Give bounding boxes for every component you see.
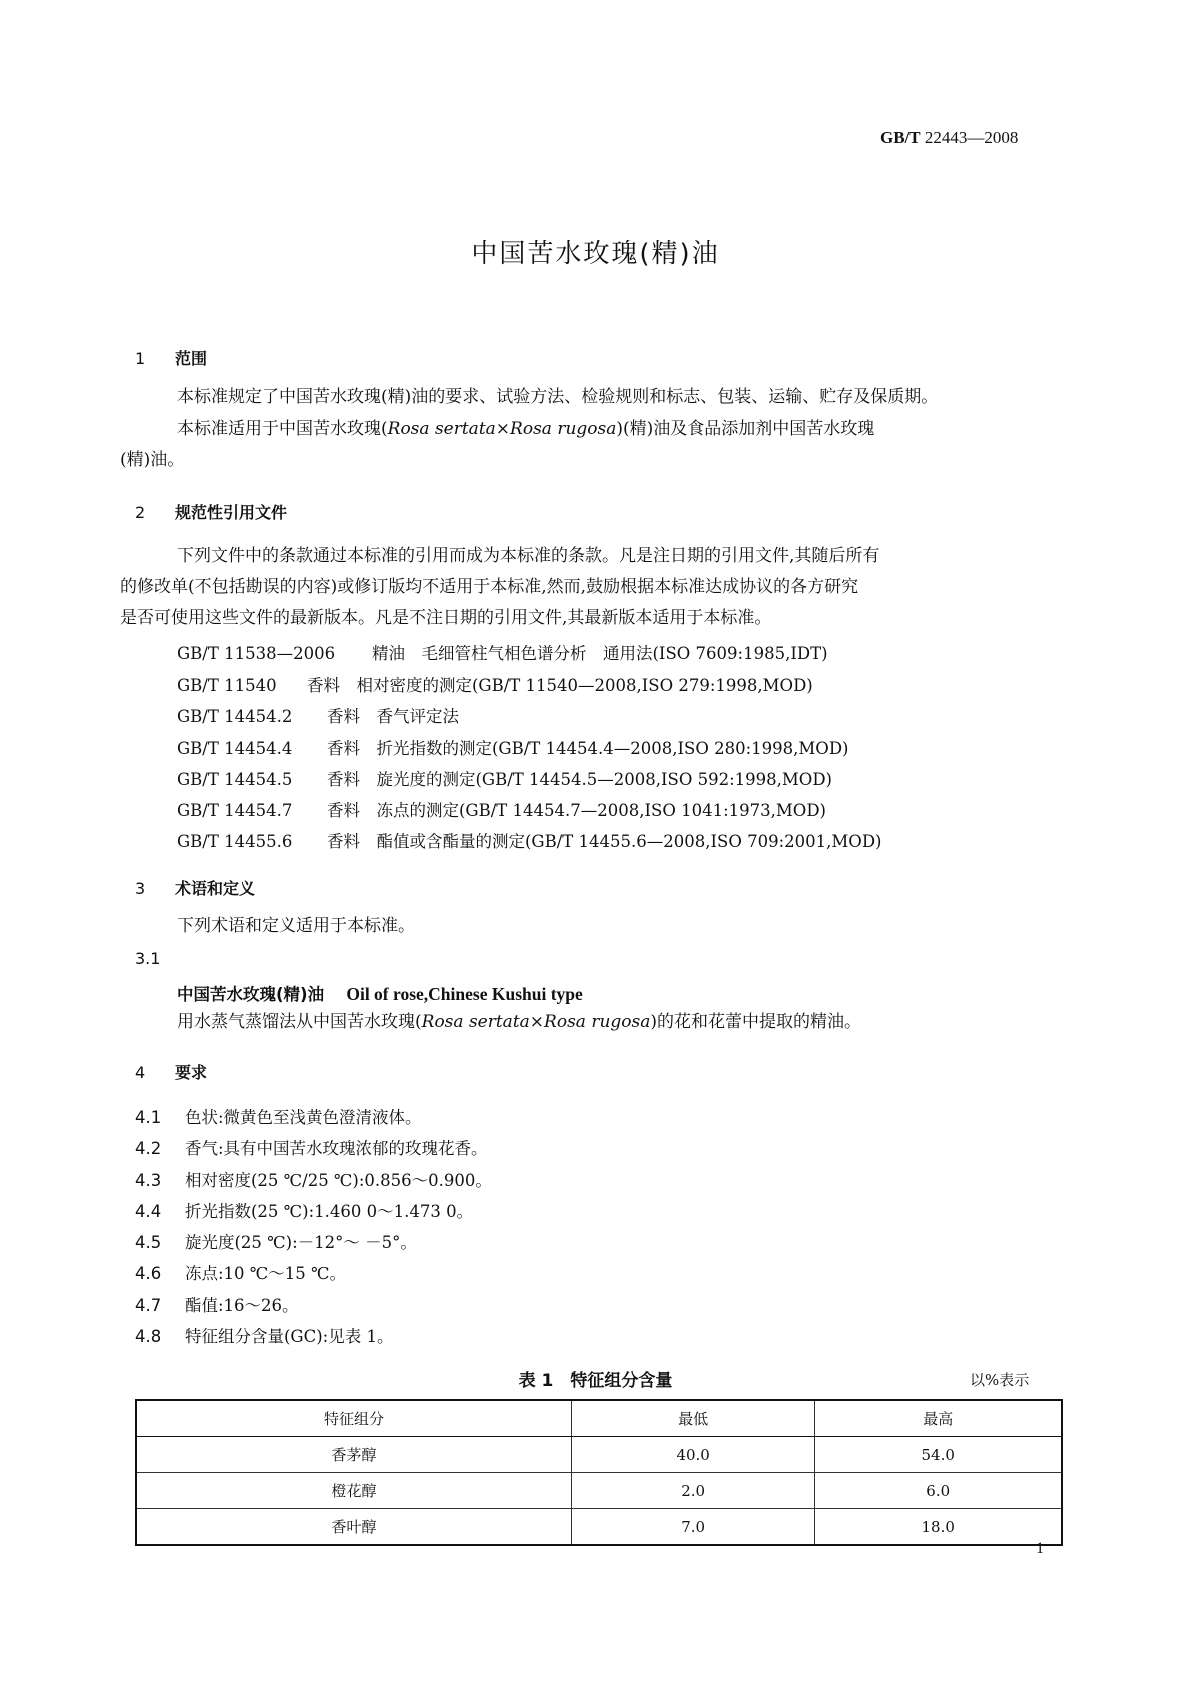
reference-title: 香料 旋光度的测定(GB/T 14454.5—2008,ISO 592:1998,MOD) [327,770,832,789]
table-header-row [136,1400,1062,1437]
latin-name: Rosa rugosa [544,1012,651,1032]
reference-code: GB/T 14454.4 [177,739,293,758]
standard-code-prefix: GB/T [880,128,921,147]
text-run: × [529,1012,545,1032]
item-text: 相对密度(25 ℃/25 ℃):0.856～0.900。 [185,1171,492,1190]
text-run: 用水蒸气蒸馏法从中国苦水玫瑰( [177,1012,422,1032]
table-header-cell: 最高 [815,1400,1062,1437]
normative-reference [177,640,828,664]
term-english: Oil of rose,Chinese Kushui type [346,984,583,1004]
normative-reference [177,766,832,790]
component-content-table [135,1399,1063,1546]
normative-reference [177,797,826,821]
table-unit-note: 以%表示 [970,1371,1030,1389]
normative-reference [177,703,459,727]
reference-title: 精油 毛细管柱气相色谱分析 通用法(ISO 7609:1985,IDT) [372,644,828,663]
item-number: 4.7 [135,1296,162,1315]
item-number: 4.1 [135,1108,162,1127]
table-cell: 7.0 [571,1509,815,1546]
section-4-heading [135,1060,207,1083]
reference-code: GB/T 14454.2 [177,707,293,726]
refs-intro-line-3: 是否可使用这些文件的最新版本。凡是不注日期的引用文件,其最新版本适用于本标准。 [120,608,772,628]
reference-title: 香料 冻点的测定(GB/T 14454.7—2008,ISO 1041:1973,MOD) [327,801,826,820]
reference-code: GB/T 11540 [177,676,277,695]
scope-paragraph-1: 本标准规定了中国苦水玫瑰(精)油的要求、试验方法、检验规则和标志、包装、运输、贮存及保质期。 [177,387,939,407]
table-header-cell: 最低 [571,1400,815,1437]
normative-reference [177,672,813,696]
refs-intro-line-1: 下列文件中的条款通过本标准的引用而成为本标准的条款。凡是注日期的引用文件,其随后所有 [177,546,880,566]
table-cell: 香茅醇 [136,1437,571,1473]
reference-code: GB/T 14455.6 [177,832,293,851]
requirement-item [135,1104,422,1128]
scope-paragraph-2-cont: (精)油。 [120,450,185,470]
section-title: 规范性引用文件 [175,503,288,522]
reference-title: 香料 香气评定法 [327,707,459,726]
text-run: )(精)油及食品添加剂中国苦水玫瑰 [616,419,875,439]
table-cell: 18.0 [815,1509,1062,1546]
term-entry [177,981,583,1005]
reference-title: 香料 折光指数的测定(GB/T 14454.4—2008,ISO 280:1998,MOD) [327,739,849,758]
reference-title: 香料 酯值或含酯量的测定(GB/T 14455.6—2008,ISO 709:2001,MOD) [327,832,882,851]
table-row [136,1437,1062,1473]
section-number: 1 [135,349,146,368]
table-row [136,1509,1062,1546]
section-1-heading [135,346,207,369]
item-number: 4.3 [135,1171,162,1190]
terms-intro: 下列术语和定义适用于本标准。 [177,916,415,936]
requirement-item [135,1229,417,1253]
item-number: 4.5 [135,1233,162,1252]
reference-code: GB/T 14454.7 [177,801,293,820]
document-title: 中国苦水玫瑰(精)油 [471,239,720,269]
item-text: 旋光度(25 ℃):－12°～ －5°。 [185,1233,417,1252]
page-number: 1 [1036,1540,1044,1557]
table-caption: 表 1 特征组分含量 [518,1371,673,1391]
standard-code-number: 22443—2008 [924,128,1019,147]
reference-code: GB/T 11538—2006 [177,644,336,663]
section-title: 术语和定义 [175,879,256,898]
requirement-item [135,1167,492,1191]
section-number: 4 [135,1063,146,1082]
table-header-cell: 特征组分 [136,1400,571,1437]
table-cell: 54.0 [815,1437,1062,1473]
text-run: )的花和花蕾中提取的精油。 [650,1012,862,1032]
item-number: 4.6 [135,1264,162,1283]
term-definition [177,1007,861,1038]
requirement-item [135,1198,473,1222]
table-row [136,1473,1062,1509]
item-number: 4.8 [135,1327,162,1346]
reference-title: 香料 相对密度的测定(GB/T 11540—2008,ISO 279:1998,MOD) [307,676,813,695]
item-number: 4.4 [135,1202,162,1221]
table-cell: 2.0 [571,1473,815,1509]
item-text: 色状:微黄色至浅黄色澄清液体。 [185,1108,422,1127]
normative-reference [177,828,882,852]
item-text: 酯值:16～26。 [185,1296,299,1315]
normative-reference [177,735,849,759]
item-text: 特征组分含量(GC):见表 1。 [185,1327,394,1346]
requirement-item [135,1260,346,1284]
table-cell: 6.0 [815,1473,1062,1509]
standard-code [880,128,1018,148]
item-text: 香气:具有中国苦水玫瑰浓郁的玫瑰花香。 [185,1139,488,1158]
latin-name: Rosa sertata [387,419,496,439]
refs-intro-line-2: 的修改单(不包括勘误的内容)或修订版均不适用于本标准,然而,鼓励根据本标准达成协议的各方研究 [120,577,859,597]
requirement-item [135,1135,488,1159]
section-title: 要求 [175,1063,208,1082]
text-run: 本标准适用于中国苦水玫瑰( [177,419,388,439]
text-run: × [495,419,511,439]
requirement-item [135,1292,299,1316]
section-number: 3 [135,879,146,898]
item-text: 折光指数(25 ℃):1.460 0～1.473 0。 [185,1202,474,1221]
table-cell: 40.0 [571,1437,815,1473]
item-number: 4.2 [135,1139,162,1158]
latin-name: Rosa sertata [421,1012,530,1032]
subclause-number: 3.1 [135,949,161,968]
table-cell: 香叶醇 [136,1509,571,1546]
section-title: 范围 [175,349,208,368]
item-text: 冻点:10 ℃～15 ℃。 [185,1264,346,1283]
requirement-item [135,1323,393,1347]
section-2-heading [135,500,287,523]
latin-name: Rosa rugosa [510,419,617,439]
section-number: 2 [135,503,146,522]
term-chinese: 中国苦水玫瑰(精)油 [177,985,325,1004]
section-3-heading [135,876,255,899]
reference-code: GB/T 14454.5 [177,770,293,789]
scope-paragraph-2 [177,414,874,445]
table-cell: 橙花醇 [136,1473,571,1509]
